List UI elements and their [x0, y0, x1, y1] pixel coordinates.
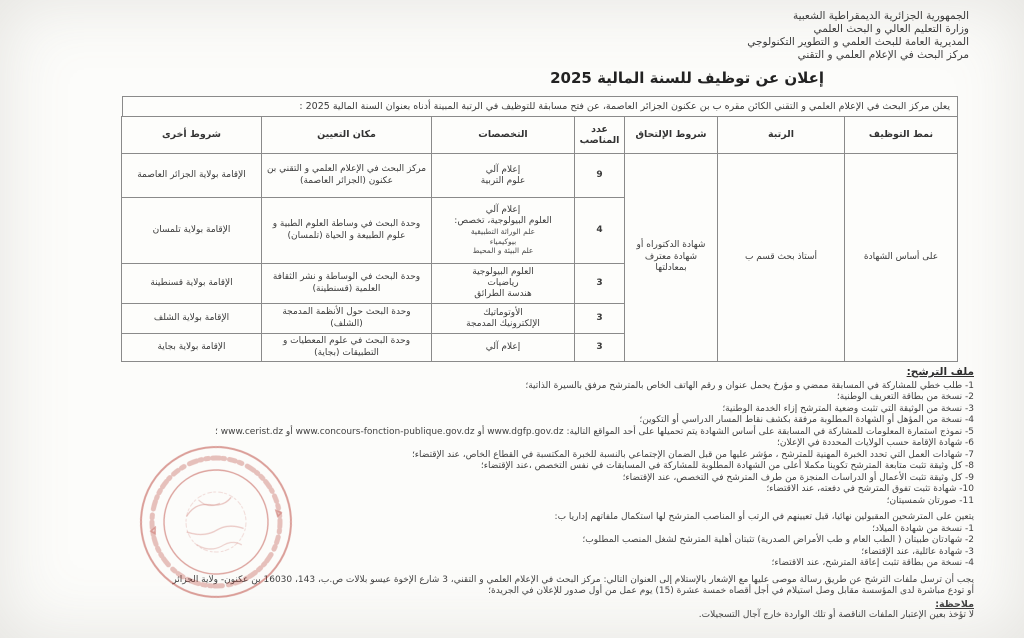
location-cell: وحدة البحث في علوم المعطيات و التطبيقات (بجاية)	[262, 334, 432, 362]
header-line-center: مركز البحث في الإعلام العلمي و التقني	[797, 49, 969, 61]
followup-section	[20, 512, 974, 570]
other-conditions-cell: الإقامة بولاية قسنطينة	[122, 264, 262, 304]
column-header-mode: نمط التوظيف	[845, 117, 958, 154]
column-header-positions: عدد المناصب	[575, 117, 625, 154]
specialty: رياضيات	[487, 278, 519, 288]
column-header-other: شروط أخرى	[122, 117, 262, 154]
dossier-item: 10- شهادة تثبت تفوق المترشح في دفعته، عند الاقتضاء؛	[766, 484, 974, 494]
header-line-republic: الجمهورية الجزائرية الديمقراطية الشعبية	[792, 10, 969, 22]
dossier-item: 1- طلب خطي للمشاركة في المسابقة ممضي و مؤرخ يحمل عنوان و رقم الهاتف الخاص بالمترشح مرفق بالسيرة الذاتية؛	[525, 380, 974, 391]
submission-address-line: يجب أن ترسل ملفات الترشح عن طريق رسالة موصى عليها مع الإشعار بالإستلام إلى العنوان التالي: مركز البحث في الإعلام العلمي و التقني، 3 شارع الإخوة عيسو بلالات ص.ب، 143، 16030 بن عكنون- ولاية الجزائر	[172, 574, 974, 585]
column-header-location: مكان التعيين	[262, 117, 432, 154]
positions-count: 9	[575, 154, 625, 198]
specialties-cell	[432, 334, 575, 362]
other-conditions-cell: الإقامة بولاية الجزائر العاصمة	[122, 154, 262, 198]
followup-intro: يتعين على المترشحين المقبولين نهائيا، قبل تعيينهم في الرتب أو المناصب المترشح لها استكمال ملفاتهم إداريا ب:	[554, 512, 974, 522]
location-cell: وحدة البحث في وساطة العلوم الطبية و علوم الطبيعة و الحياة (تلمسان)	[262, 198, 432, 264]
intro-paragraph: يعلن مركز البحث في الإعلام العلمي و التقني الكائن مقره ب بن عكنون الجزائر العاصمة، عن فتح مسابقة للتوظيف في الرتبة المبينة أدناه بعنوان السنة المالية 2025 :	[122, 96, 958, 117]
location-cell: وحدة البحث في الوساطة و نشر الثقافة العلمية (قسنطينة)	[262, 264, 432, 304]
specialties-cell	[432, 154, 575, 198]
positions-count: 3	[575, 264, 625, 304]
header-line-directorate: المديرية العامة للبحث العلمي و التطوير التكنولوجي	[747, 36, 969, 48]
dossier-item: 5- نموذج استمارة المعلومات للمشاركة في المسابقة على أساس الشهادة يتم تحميلها على أحد المواقع التالية: www.dgfp.gov.dz أو www.concours-fonction-publique.gov.dz أو www.cerist.dz ؛	[214, 426, 974, 437]
announcement-block	[122, 96, 958, 362]
table-row	[122, 154, 958, 198]
other-conditions-cell: الإقامة بولاية تلمسان	[122, 198, 262, 264]
specialty: إعلام آلي	[485, 205, 521, 216]
specialties-cell	[432, 198, 575, 264]
dossier-item: 2- نسخة من بطاقة التعريف الوطنية؛	[836, 392, 974, 402]
column-header-requirement: شروط الإلتحاق	[625, 117, 718, 154]
footer-section	[20, 575, 974, 622]
followup-item: 2- شهادتان طبيتان ( الطب العام و طب الأمراض الصدرية) تثبتان أهلية المترشح لشغل المنصب المطلوب؛	[582, 535, 974, 545]
specialty-sub: علم الوراثة التطبيقية	[470, 227, 536, 237]
positions-count: 3	[575, 304, 625, 334]
positions-count: 4	[575, 198, 625, 264]
dossier-item: 3- نسخة من الوثيقة التي تثبت وضعية المترشح إزاء الخدمة الوطنية؛	[722, 403, 974, 414]
location-cell: مركز البحث في الإعلام العلمي و التقني بن عكنون (الجزائر العاصمة)	[262, 154, 432, 198]
dossier-item: 6- شهادة الإقامة حسب الولايات المحددة في الإعلان؛	[776, 438, 974, 448]
specialty: إعلام آلي	[485, 164, 521, 175]
specialty: هندسة الطرائق	[474, 289, 532, 299]
followup-item: 1- نسخة من شهادة الميلاد؛	[872, 523, 974, 534]
dossier-item: 11- صورتان شمسيتان؛	[886, 495, 974, 506]
page-title: إعلان عن توظيف للسنة المالية 2025	[550, 69, 824, 87]
dossier-item: 4- نسخة من المؤهل أو الشهادة المطلوبة مرفقة بكشف نقاط المسار الدراسي أو التكوين؛	[639, 415, 974, 425]
specialty: العلوم البيولوجية، تخصص:	[454, 216, 552, 227]
specialties-cell	[432, 264, 575, 304]
rank-cell: أستاذ بحث قسم ب	[718, 154, 845, 362]
note-text: لا تؤخذ بعين الإعتبار الملفات الناقصة أو تلك الواردة خارج آجال التسجيلات.	[698, 610, 974, 620]
dossier-item: 7- شهادات العمل التي تحدد الخبرة المهنية للمترشح ، مؤشر عليها من قبل الضمان الإجتماعي بالنسبة للخبرة المكتسبة في القطاع الخاص، عند الإقتضاء؛	[411, 449, 974, 460]
other-conditions-cell: الإقامة بولاية بجاية	[122, 334, 262, 362]
followup-item: 3- شهادة عائلية، عند الإقتضاء؛	[861, 546, 974, 557]
other-conditions-cell: الإقامة بولاية الشلف	[122, 304, 262, 334]
submission-deadline-line: أو تودع مباشرة لدى المؤسسة مقابل وصل استيلام في أجل أقصاه خمسة عشرة (15) يوم عمل من أول صدور للإعلان في الجريدة؛	[488, 586, 974, 596]
dossier-section	[20, 367, 974, 507]
specialty-sub: بيوكيمياء	[489, 236, 517, 246]
header-line-ministry: وزارة التعليم العالي و البحث العلمي	[813, 23, 969, 35]
note-heading: ملاحظة:	[935, 598, 974, 610]
recruitment-table	[121, 116, 958, 362]
specialty: الأوتوماتيك	[483, 307, 523, 318]
positions-count: 3	[575, 334, 625, 362]
dossier-item: 8- كل وثيقة تثبت متابعة المترشح تكوينا مكملا أعلى من الشهادة المطلوبة للمشاركة في المسابقات في نفس التخصص ،عند الإقتضاء؛	[480, 461, 974, 471]
recruitment-mode-cell: على أساس الشهادة	[845, 154, 958, 362]
specialties-cell	[432, 304, 575, 334]
requirement-cell: شهادة الدكتوراه أو شهادة معترف بمعادلتها	[625, 154, 718, 362]
government-header	[0, 0, 969, 62]
column-header-rank: الرتبة	[718, 117, 845, 154]
followup-item: 4- نسخة من بطاقة تثبت إعاقة المترشح، عند الاقتضاء؛	[771, 558, 974, 568]
dossier-heading: ملف الترشح:	[906, 366, 974, 378]
table-header-row	[122, 117, 958, 154]
dossier-item: 9- كل وثيقة تثبت الأعمال أو الدراسات المنجزة من طرف المترشح في التخصص، عند الإقتضاء؛	[622, 472, 974, 483]
specialty: إعلام آلي	[485, 342, 521, 352]
specialty: الإلكترونيك المدمجة	[466, 318, 540, 329]
specialty: علوم التربية	[480, 175, 526, 186]
location-cell: وحدة البحث حول الأنظمة المدمجة (الشلف)	[262, 304, 432, 334]
column-header-specialties: التخصصات	[432, 117, 575, 154]
specialty-sub: علم البيئة و المحيط	[472, 246, 534, 256]
specialty: العلوم البيولوجية	[472, 267, 534, 277]
